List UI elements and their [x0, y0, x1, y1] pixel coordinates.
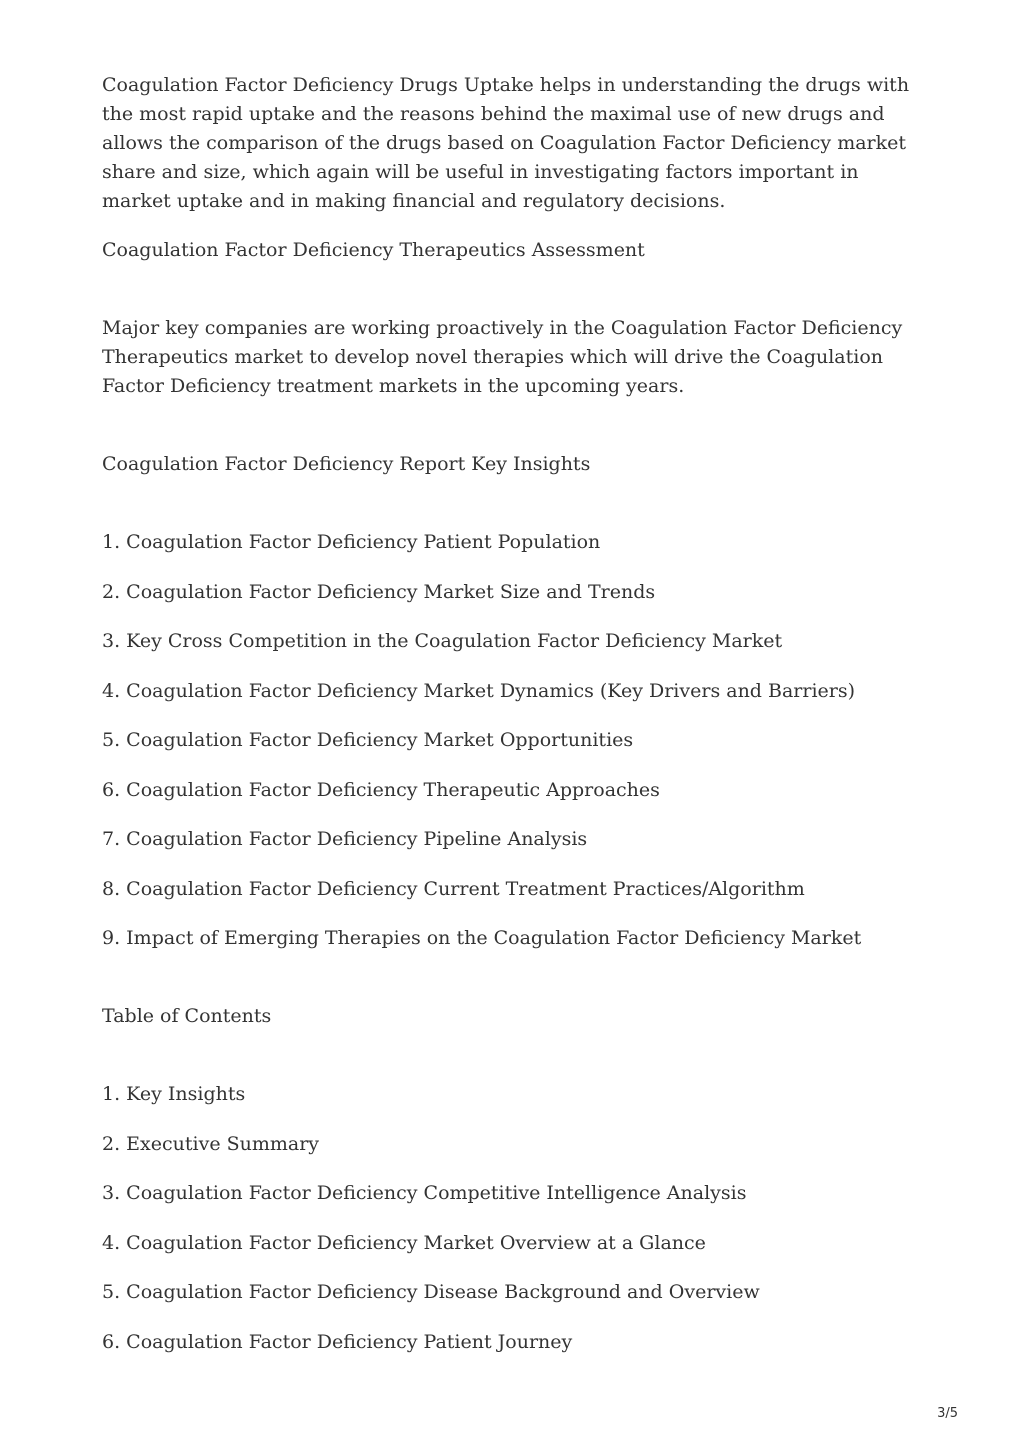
list-item: 4. Coagulation Factor Deficiency Market Overview at a Glance [102, 1231, 706, 1254]
list-item: 9. Impact of Emerging Therapies on the Coagulation Factor Deficiency Market [102, 927, 862, 949]
document-body [102, 71, 912, 1377]
therapeutics-assessment-heading: Coagulation Factor Deficiency Therapeutics Assessment [102, 239, 645, 261]
list-item: 3. Coagulation Factor Deficiency Competitive Intelligence Analysis [102, 1182, 747, 1204]
intro-paragraph: Coagulation Factor Deficiency Drugs Uptake helps in understanding the drugs with the most rapid uptake and the reasons behind the maximal use of new drugs and allows the comparison of the drugs based on Coagulation Factor Deficiency market share and size, which again will be useful in investigating factors important in market uptake and in making financial and regulatory decisions. [102, 74, 910, 212]
list-item: 4. Coagulation Factor Deficiency Market Dynamics (Key Drivers and Barriers) [102, 679, 856, 702]
list-item: 7. Coagulation Factor Deficiency Pipeline Analysis [102, 828, 588, 850]
list-item: 2. Coagulation Factor Deficiency Market Size and Trends [102, 580, 656, 603]
table-of-contents-heading: Table of Contents [102, 1005, 272, 1027]
list-item: 6. Coagulation Factor Deficiency Patient Journey [102, 1330, 573, 1353]
list-item: 5. Coagulation Factor Deficiency Market Opportunities [102, 729, 634, 751]
key-insights-list [102, 528, 912, 953]
list-item: 5. Coagulation Factor Deficiency Disease Background and Overview [102, 1281, 760, 1303]
key-companies-paragraph: Major key companies are working proactively in the Coagulation Factor Deficiency Therapeutics market to develop novel therapies which will drive the Coagulation Factor Deficiency treatment markets in the upcoming years. [102, 317, 903, 397]
list-item: 3. Key Cross Competition in the Coagulation Factor Deficiency Market [102, 630, 783, 652]
table-of-contents-list [102, 1080, 912, 1357]
list-item: 8. Coagulation Factor Deficiency Current Treatment Practices/Algorithm [102, 877, 805, 900]
list-item: 1. Key Insights [102, 1083, 246, 1105]
list-item: 6. Coagulation Factor Deficiency Therapeutic Approaches [102, 778, 660, 801]
page-number: 3/5 [937, 1406, 958, 1421]
key-insights-heading: Coagulation Factor Deficiency Report Key Insights [102, 453, 591, 475]
list-item: 1. Coagulation Factor Deficiency Patient Population [102, 531, 601, 553]
list-item: 2. Executive Summary [102, 1132, 320, 1155]
